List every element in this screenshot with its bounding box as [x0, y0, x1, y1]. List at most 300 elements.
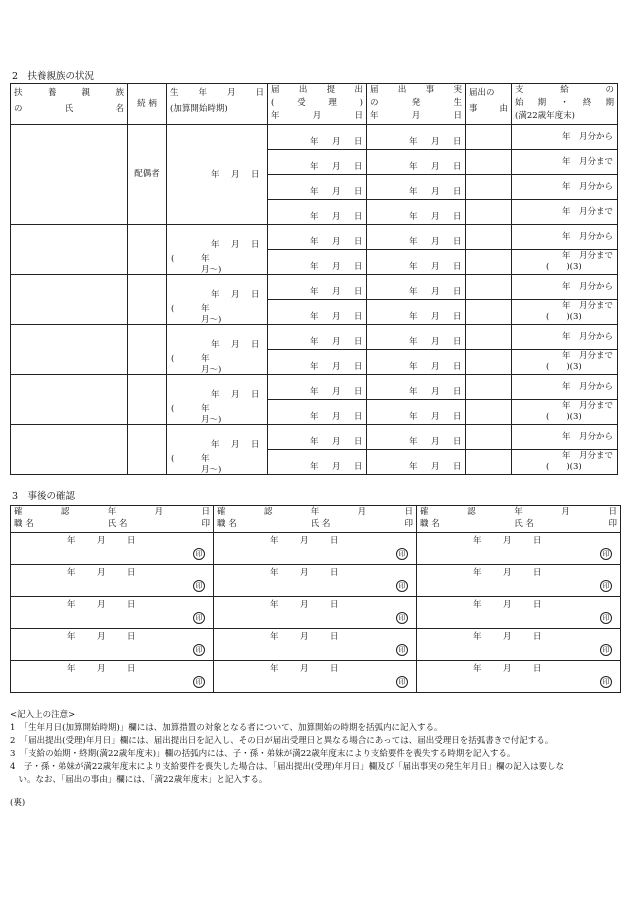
date-label: 日: [354, 462, 363, 472]
header-label: 出: [298, 85, 308, 95]
header-label: 認: [60, 507, 70, 517]
date-label: 年: [211, 339, 220, 350]
date-label: 日: [533, 664, 542, 674]
header-label: 年: [514, 507, 523, 517]
header-label: (: [271, 98, 275, 108]
date-label: 年: [310, 362, 319, 372]
date-label: 日: [127, 632, 136, 642]
date-label: 月: [300, 536, 309, 546]
dependent-name[interactable]: [11, 125, 128, 225]
seal-mark: 印: [600, 644, 612, 656]
date-label: 月: [332, 137, 341, 147]
confirm-cell[interactable]: [417, 661, 621, 693]
date-label: 月: [503, 536, 512, 546]
header-label: 日: [608, 507, 617, 517]
date-label: 日: [453, 162, 462, 172]
date-label: 月: [300, 600, 309, 610]
date-label: 月: [431, 462, 440, 472]
header-label: 氏 名: [107, 519, 128, 529]
header-label: 印: [608, 519, 617, 529]
payment-period: 年 月分まで: [561, 401, 613, 411]
date-label: 日: [354, 237, 363, 247]
date-label: 日: [354, 187, 363, 197]
seal-mark: 印: [600, 612, 612, 624]
note-line: 2 「届出提出(受理)年月日」欄には、届出提出日を記入し、その日が届出受理日と異なる場合にあっては、届出受理日を括弧書きで付記する。: [10, 736, 554, 746]
date-label: 日: [533, 568, 542, 578]
date-label: 日: [354, 287, 363, 297]
date-label: 月: [97, 664, 106, 674]
date-label: 年: [310, 162, 319, 172]
date-label: 年: [310, 462, 319, 472]
date-label: 日: [354, 412, 363, 422]
header-label: 実: [453, 85, 462, 95]
header-label: 続 柄: [137, 98, 157, 109]
dependent-name[interactable]: [11, 375, 128, 425]
seal-mark: 印: [600, 676, 612, 688]
header-label: 届出の: [469, 88, 495, 98]
header-label: ・: [560, 98, 569, 108]
date-label: 月: [300, 632, 309, 642]
seal-mark: 印: [193, 548, 205, 560]
date-label: 年: [409, 462, 418, 472]
date-label: 月: [231, 169, 240, 180]
date-label: 月: [503, 664, 512, 674]
date-label: 月: [431, 387, 440, 397]
date-label: 月: [431, 237, 440, 247]
header-label: 月: [154, 507, 164, 517]
date-label: 日: [453, 462, 462, 472]
date-label: 月: [231, 239, 240, 250]
payment-period: 年 月分まで: [561, 156, 613, 167]
payment-period: 年 月分まで: [561, 251, 613, 261]
date-label: 日: [330, 536, 339, 546]
date-label: 年: [409, 337, 418, 347]
date-label: 月: [332, 287, 341, 297]
date-label: 年: [409, 287, 418, 297]
payment-period: 年 月分から: [561, 131, 613, 142]
dependent-subrow: [11, 375, 618, 400]
header-label: 受: [297, 98, 306, 108]
confirm-header-row: [11, 506, 621, 533]
date-label: 日: [354, 337, 363, 347]
date-label: (: [171, 303, 175, 314]
header-label: 事: [425, 85, 435, 95]
date-label: 年: [310, 187, 319, 197]
header-label: 発: [411, 98, 421, 108]
header-label: 族: [115, 88, 124, 98]
date-label: 月: [97, 632, 106, 642]
confirm-row: [11, 629, 621, 661]
header-label: 名: [115, 104, 124, 114]
confirm-row: [11, 533, 621, 565]
date-label: 月: [332, 312, 341, 322]
header-label: 職 名: [14, 519, 34, 529]
date-label: 日: [354, 162, 363, 172]
header-label: の: [14, 104, 23, 114]
header-label: 出: [354, 85, 363, 95]
date-label: 月: [431, 312, 440, 322]
date-label: 年 月〜): [201, 353, 222, 375]
date-label: 年: [310, 262, 319, 272]
date-label: 年: [211, 239, 220, 250]
header-label: 年: [370, 111, 379, 121]
date-label: 年: [409, 262, 418, 272]
dependent-subrow: [11, 275, 618, 300]
confirm-cell[interactable]: [214, 565, 417, 597]
date-label: 月: [97, 536, 106, 546]
header-label: 印: [404, 519, 413, 529]
header-label: 職 名: [420, 519, 440, 529]
date-label: 年: [473, 664, 482, 674]
confirm-cell[interactable]: [417, 629, 621, 661]
payment-note: ( )(3): [546, 262, 582, 272]
relationship-cell[interactable]: [128, 225, 167, 275]
date-label: 月: [231, 439, 240, 450]
confirmation-table: [10, 505, 621, 693]
date-label: 年: [409, 437, 418, 447]
header-label: 始: [515, 98, 524, 108]
relationship-cell[interactable]: [128, 425, 167, 475]
date-label: 年: [67, 536, 76, 546]
date-label: 年: [211, 389, 220, 400]
header-label: 年: [198, 88, 207, 98]
payment-period: 年 月分から: [561, 331, 613, 342]
date-label: 日: [453, 262, 462, 272]
date-label: 月: [503, 632, 512, 642]
dependent-name[interactable]: [11, 425, 128, 475]
date-label: 日: [354, 312, 363, 322]
date-label: 月: [332, 462, 341, 472]
confirm-cell[interactable]: [11, 597, 214, 629]
header-label: 由: [499, 104, 508, 114]
date-label: 月: [431, 212, 440, 222]
date-label: 月: [332, 187, 341, 197]
seal-mark: 印: [193, 612, 205, 624]
date-label: 月: [332, 262, 341, 272]
header-label: 生: [453, 98, 462, 108]
date-label: 日: [453, 137, 462, 147]
confirm-cell[interactable]: [214, 597, 417, 629]
header-label: 親: [81, 88, 91, 98]
date-label: 年: [409, 237, 418, 247]
date-label: 月: [431, 137, 440, 147]
header-label: 事: [469, 104, 478, 114]
date-label: 月: [332, 362, 341, 372]
date-label: 月: [332, 237, 341, 247]
header-label: 終: [582, 98, 592, 108]
date-label: 年: [67, 664, 76, 674]
date-label: 年: [409, 312, 418, 322]
date-label: 月: [300, 664, 309, 674]
header-row: [11, 84, 618, 125]
date-label: 年: [211, 289, 220, 300]
date-label: 日: [453, 412, 462, 422]
header-label: 提: [326, 85, 336, 95]
date-label: 日: [453, 237, 462, 247]
payment-period: 年 月分まで: [561, 351, 613, 361]
date-label: 日: [251, 339, 260, 350]
dependent-subrow: [11, 325, 618, 350]
confirm-cell[interactable]: [214, 661, 417, 693]
date-label: 年: [270, 632, 279, 642]
payment-period: 年 月分から: [561, 281, 613, 292]
header-label: 氏 名: [514, 519, 534, 529]
date-label: 日: [354, 437, 363, 447]
date-label: 月: [332, 412, 341, 422]
date-label: 日: [533, 600, 542, 610]
payment-period: 年 月分まで: [561, 301, 613, 311]
date-label: 年: [270, 600, 279, 610]
header-label: 月: [411, 111, 421, 121]
payment-period: 年 月分から: [561, 431, 613, 442]
dependent-name[interactable]: [11, 325, 128, 375]
header-label: 認: [263, 507, 273, 517]
header-label: 日: [255, 88, 264, 98]
header-label: 認: [467, 507, 476, 517]
date-label: 年: [409, 187, 418, 197]
relationship: 配偶者: [134, 169, 160, 179]
header-label: 届: [370, 85, 379, 95]
date-label: 年: [67, 568, 76, 578]
relationship-cell[interactable]: [128, 375, 167, 425]
date-label: 日: [354, 212, 363, 222]
date-label: 年: [409, 137, 418, 147]
header-label: 養: [47, 88, 57, 98]
date-label: 日: [330, 600, 339, 610]
date-label: 年: [473, 536, 482, 546]
dependent-name[interactable]: [11, 275, 128, 325]
notes-title: <記入上の注意>: [10, 710, 76, 720]
payment-period: 年 月分から: [561, 381, 613, 392]
date-label: 日: [354, 137, 363, 147]
date-label: 月: [332, 387, 341, 397]
date-label: 日: [127, 664, 136, 674]
dependents-table: [10, 83, 618, 475]
note-line: 4 子・孫・弟妹が満22歳年度末により支給要件を喪失した場合は、「届出提出(受理)年月日」欄及び「届出事実の発生年月日」欄の記入は要しな: [10, 762, 565, 772]
header-label: 理: [328, 98, 337, 108]
date-label: 日: [330, 632, 339, 642]
header-label: 日: [201, 507, 210, 517]
date-label: 日: [453, 212, 462, 222]
date-label: 月: [332, 212, 341, 222]
seal-mark: 印: [396, 548, 408, 560]
date-label: 月: [431, 437, 440, 447]
header-label: 確: [14, 507, 23, 517]
header-label: 年: [310, 507, 320, 517]
confirm-row: [11, 597, 621, 629]
date-label: 月: [503, 600, 512, 610]
date-label: 年: [211, 439, 220, 450]
date-label: 年: [409, 362, 418, 372]
payment-period: 年 月分から: [561, 231, 613, 242]
header-label: 職 名: [217, 519, 237, 529]
seal-mark: 印: [396, 580, 408, 592]
header-label: (満22歳年度末): [515, 111, 575, 121]
section3-title: 3 事後の確認: [12, 491, 76, 502]
seal-mark: 印: [193, 580, 205, 592]
date-label: 月: [97, 568, 106, 578]
header-label: の: [370, 98, 379, 108]
date-label: 日: [453, 187, 462, 197]
date-label: 年: [270, 536, 279, 546]
date-label: 月: [332, 162, 341, 172]
date-label: 年: [409, 387, 418, 397]
date-label: (: [171, 253, 175, 264]
relationship-cell[interactable]: [128, 275, 167, 325]
date-label: 日: [453, 337, 462, 347]
confirm-cell[interactable]: [417, 533, 621, 565]
date-label: (: [171, 453, 175, 464]
date-label: 日: [251, 439, 260, 450]
date-label: 日: [330, 664, 339, 674]
date-label: 月: [300, 568, 309, 578]
header-label: 年: [271, 111, 280, 121]
dependent-subrow: [11, 225, 618, 250]
dependent-subrow: [11, 125, 618, 150]
date-label: 年: [270, 664, 279, 674]
date-label: 日: [354, 362, 363, 372]
date-label: 年: [310, 412, 319, 422]
date-label: 月: [431, 337, 440, 347]
note-line: 1 「生年月日(加算開始時期)」欄には、加算措置の対象となる者について、加算開始の時期を括弧内に記入する。: [10, 723, 443, 733]
date-label: 日: [251, 239, 260, 250]
header-label: 確: [217, 507, 226, 517]
payment-period: 年 月分まで: [561, 206, 613, 217]
date-label: 年: [67, 632, 76, 642]
date-label: 月: [431, 412, 440, 422]
header-label: 月: [312, 111, 322, 121]
seal-mark: 印: [600, 548, 612, 560]
relationship-cell[interactable]: [128, 325, 167, 375]
dependent-name[interactable]: [11, 225, 128, 275]
header-label: 確: [420, 507, 429, 517]
date-label: 日: [453, 437, 462, 447]
header-label: 給: [560, 85, 569, 95]
date-label: 年: [310, 212, 319, 222]
confirm-cell[interactable]: [11, 661, 214, 693]
date-label: 月: [431, 362, 440, 372]
date-label: (: [171, 353, 175, 364]
header-label: 氏 名: [310, 519, 331, 529]
header-label: 月: [357, 507, 367, 517]
date-label: 年: [409, 412, 418, 422]
payment-note: ( )(3): [546, 412, 582, 422]
date-label: 月: [503, 568, 512, 578]
payment-note: ( )(3): [546, 362, 582, 372]
confirm-cell[interactable]: [417, 597, 621, 629]
header-label: ): [359, 98, 363, 108]
date-label: 年 月〜): [201, 303, 222, 325]
date-label: 年: [310, 437, 319, 447]
header-label: 年: [107, 507, 117, 517]
page-footer: (裏): [10, 798, 26, 808]
header-label: (加算開始時期): [170, 104, 228, 114]
date-label: 日: [251, 389, 260, 400]
date-label: 年: [211, 169, 220, 180]
date-label: 日: [127, 600, 136, 610]
seal-mark: 印: [396, 612, 408, 624]
seal-mark: 印: [600, 580, 612, 592]
date-label: 年: [310, 237, 319, 247]
header-label: 氏: [64, 104, 74, 114]
date-label: 月: [231, 389, 240, 400]
date-label: 月: [231, 289, 240, 300]
date-label: 月: [332, 437, 341, 447]
date-label: 日: [354, 262, 363, 272]
date-label: 年: [473, 632, 482, 642]
date-label: 年: [473, 600, 482, 610]
note-line: 3 「支給の始期・終期(満22歳年度末)」欄の括弧内には、子・孫・弟妹が満22歳年度末により支給要件を喪失する時期を記入する。: [10, 749, 516, 759]
date-label: 年: [310, 337, 319, 347]
header-label: 届: [271, 85, 280, 95]
date-label: 月: [332, 337, 341, 347]
date-label: 日: [453, 287, 462, 297]
date-label: 年: [310, 287, 319, 297]
date-label: 月: [431, 187, 440, 197]
header-label: の: [605, 85, 614, 95]
confirm-cell[interactable]: [11, 565, 214, 597]
header-label: 月: [226, 88, 236, 98]
header-label: 期: [537, 98, 547, 108]
payment-note: ( )(3): [546, 462, 582, 472]
date-label: 日: [251, 169, 260, 180]
payment-period: 年 月分まで: [561, 451, 613, 461]
date-label: 日: [453, 312, 462, 322]
header-label: 生: [170, 88, 179, 98]
date-label: 年: [67, 600, 76, 610]
date-label: (: [171, 403, 175, 414]
date-label: 日: [127, 568, 136, 578]
date-label: 日: [251, 289, 260, 300]
date-label: 月: [431, 287, 440, 297]
relationship-cell: [128, 125, 167, 225]
date-label: 月: [97, 600, 106, 610]
confirm-cell[interactable]: [11, 533, 214, 565]
date-label: 日: [533, 536, 542, 546]
date-label: 月: [431, 262, 440, 272]
header-label: 日: [404, 507, 413, 517]
date-label: 日: [453, 387, 462, 397]
date-label: 日: [127, 536, 136, 546]
header-label: 支: [515, 85, 524, 95]
seal-mark: 印: [193, 676, 205, 688]
date-label: 年: [310, 312, 319, 322]
section2-title: 2 扶養親族の状況: [12, 71, 95, 82]
confirm-cell[interactable]: [11, 629, 214, 661]
date-label: 年: [473, 568, 482, 578]
date-label: 年: [310, 137, 319, 147]
confirm-cell[interactable]: [417, 565, 621, 597]
payment-period: 年 月分から: [561, 181, 613, 192]
seal-mark: 印: [193, 644, 205, 656]
payment-note: ( )(3): [546, 312, 582, 322]
note-line: い。なお、「届出の事由」欄には、「満22歳年度末」と記入する。: [10, 775, 268, 785]
date-label: 月: [431, 162, 440, 172]
confirm-cell[interactable]: [214, 629, 417, 661]
seal-mark: 印: [396, 676, 408, 688]
header-label: 月: [561, 507, 570, 517]
seal-mark: 印: [396, 644, 408, 656]
date-label: 年 月〜): [201, 253, 222, 275]
confirm-cell[interactable]: [214, 533, 417, 565]
date-label: 月: [231, 339, 240, 350]
header-label: 日: [354, 111, 363, 121]
dependent-subrow: [11, 425, 618, 450]
confirm-row: [11, 661, 621, 693]
header-label: 日: [453, 111, 462, 121]
date-label: 日: [533, 632, 542, 642]
date-label: 年: [409, 162, 418, 172]
